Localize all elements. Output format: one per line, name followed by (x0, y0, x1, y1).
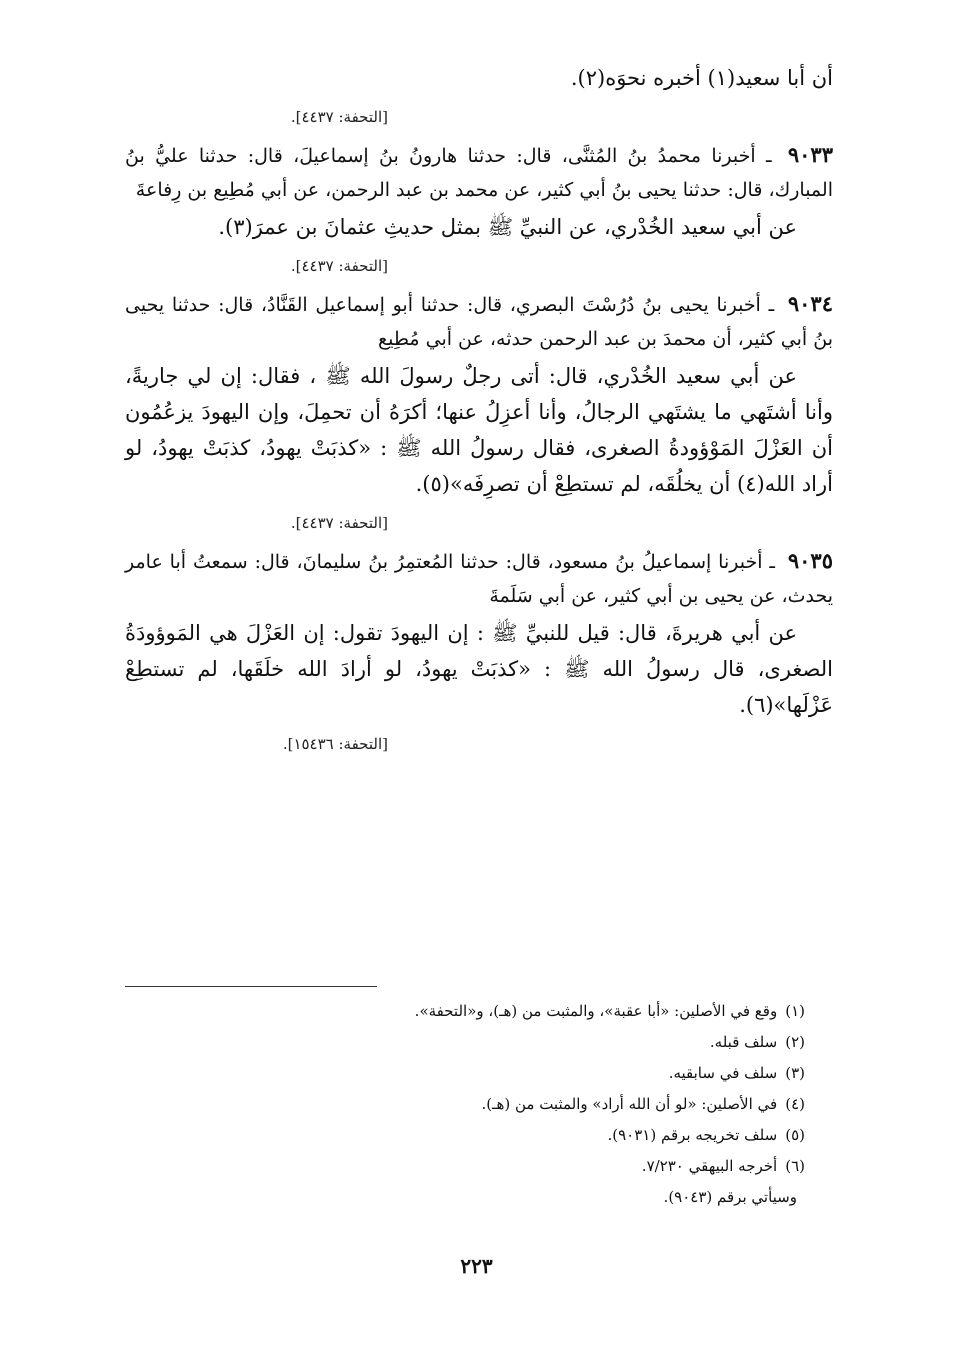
footnote-text: سلف تخريجه برقم (٩٠٣١). (607, 1126, 778, 1144)
tuhfa-reference: [التحفة: ٤٤٣٧]. (290, 257, 388, 275)
hadith-isnad (125, 287, 833, 356)
tuhfa-reference: [التحفة: ٤٤٣٧]. (290, 108, 388, 126)
footnote-text: سلف في سابقيه. (668, 1064, 778, 1082)
hadith-number: ٩٠٣٥ (787, 548, 833, 573)
hadith-matn: عن أبي سعيد الخُدْري، قال: أتى رجلٌ رسولَ الله ﷺ ، فقال: إن لي جاريةً، وأنا أشتَهي ما يشتَهي الرجالُ، وأنا أعزِلُ عنها؛ أكرَهُ أن تحمِلَ، وإن اليهودَ يزعُمُون أن العَزْلَ المَوْؤودةُ الصغرى، فقال رسولُ الله ﷺ : «كذبَتْ يهودُ، كذبَتْ يهودُ، لو أراد الله(٤) أن يخلُقَه، لم تستطِعْ أن تصرِفَه»(٥). (125, 364, 833, 496)
footnote (125, 1120, 805, 1151)
footnote-text: في الأصلين: «لو أن الله أراد» والمثبت من (هـ). (481, 1095, 778, 1113)
hadith-matn: عن أبي هريرةَ، قال: قيل للنبيِّ ﷺ : إن اليهودَ تقول: إن العَزْلَ هي المَوؤودَةُ الصغرى، قال رسولُ الله ﷺ : «كذبَتْ يهودُ، لو أرادَ الله خلَقَها، لم تستطِعْ عَزْلَها»(٦). (125, 621, 833, 717)
hadith-9033 (125, 138, 833, 279)
footnote-number: (٢) (785, 1033, 805, 1051)
hadith-isnad (125, 544, 833, 613)
footnote-number: (٦) (785, 1157, 805, 1175)
hadith-number: ٩٠٣٤ (787, 291, 833, 316)
footnote-number: (٣) (785, 1064, 805, 1082)
footnote-text: وقع في الأصلين: «أبا عقبة»، والمثبت من (هـ)، و«التحفة». (414, 1002, 778, 1020)
footnote (125, 996, 805, 1027)
isnad-text: ـ أخبرنا محمدُ بنُ المُثنَّى، قال: حدثنا هارونُ بنُ إسماعيلَ، قال: حدثنا عليُّ بنُ المبارك، قال: حدثنا يحيى بنُ أبي كثير، عن محمد بن عبد الرحمن، عن أبي مُطِيع بن رِفاعةَ (125, 145, 833, 201)
hadith-9035 (125, 544, 833, 757)
footnote-text: وسيأتي برقم (٩٠٤٣). (663, 1188, 797, 1206)
footnote-number: (٥) (785, 1126, 805, 1144)
hadith-9034 (125, 287, 833, 536)
hadith-isnad (125, 138, 833, 207)
footnote (125, 1058, 805, 1089)
footnote-text: سلف قبله. (709, 1033, 778, 1051)
page-body (125, 60, 833, 765)
page-number: ٢٢٣ (460, 1254, 493, 1278)
hadith-matn: عن أبي سعيد الخُدْري، عن النبيِّ ﷺ بمثل حديثِ عثمانَ بن عمرَ(٣). (218, 215, 797, 239)
isnad-text: ـ أخبرنا يحيى بنُ دُرُسْتَ البصري، قال: حدثنا أبو إسماعيل القَنَّادُ، قال: حدثنا يحيى بنُ أبي كثير، أن محمدَ بن عبد الرحمن حدثه، عن أبي مُطِيع (125, 294, 833, 350)
tuhfa-reference: [التحفة: ٤٤٣٧]. (290, 514, 388, 532)
hadith-number: ٩٠٣٣ (787, 142, 833, 167)
footnote-number: (١) (785, 1002, 805, 1020)
tuhfa-reference: [التحفة: ١٥٤٣٦]. (282, 735, 388, 753)
footnotes (125, 996, 805, 1213)
footnote (125, 1089, 805, 1120)
footnote-number: (٤) (785, 1095, 805, 1113)
footnote (125, 1182, 805, 1213)
carryover-line: أن أبا سعيد(١) أخبره نحوَه(٢). (570, 66, 833, 90)
footnote-text: أخرجه البيهقي ٧/٢٣٠. (641, 1157, 778, 1175)
isnad-text: ـ أخبرنا إسماعيلُ بنُ مسعود، قال: حدثنا المُعتمِرُ بنُ سليمانَ، قال: سمعتُ أبا عامر يحدث، عن يحيى بن أبي كثير، عن أبي سَلَمةَ (125, 551, 833, 607)
footnote (125, 1151, 805, 1182)
footnote (125, 1027, 805, 1058)
footnotes-divider (125, 986, 377, 987)
